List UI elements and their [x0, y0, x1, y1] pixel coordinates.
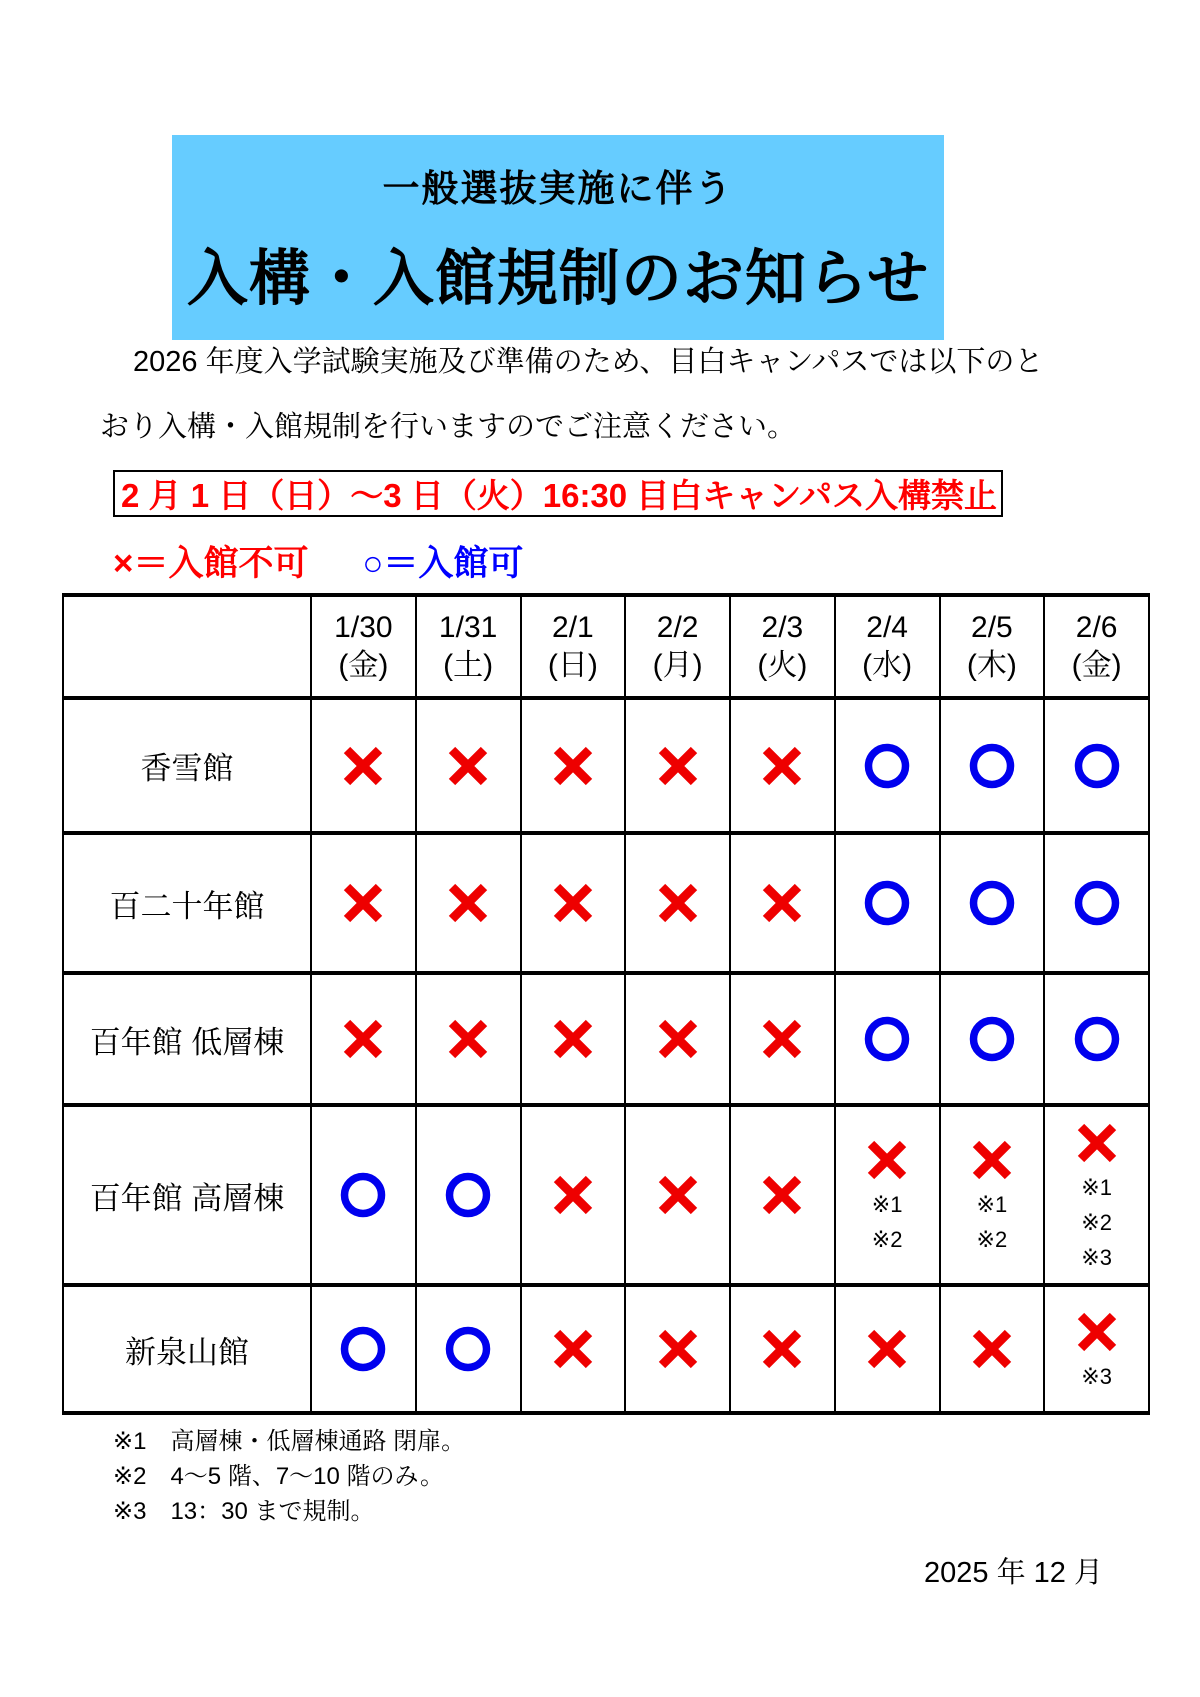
mark-only: [1045, 1014, 1148, 1064]
x-mark-icon: [552, 1174, 594, 1216]
access-table-wrap: [62, 593, 1150, 1415]
x-mark-icon: [971, 1139, 1013, 1181]
mark-only: [836, 878, 939, 928]
mark-only: [941, 1014, 1044, 1064]
x-mark-icon: [552, 1018, 594, 1060]
mark-only: [941, 1328, 1044, 1370]
footnote-line: ※1 高層棟・低層棟通路 閉扉。: [113, 1428, 466, 1455]
mark-only: [417, 745, 520, 787]
legend: [113, 536, 523, 586]
access-cell: [521, 698, 626, 833]
table-row: [63, 973, 1149, 1105]
access-cell: [940, 973, 1045, 1105]
table-corner-cell: [63, 595, 311, 698]
access-cell: [730, 833, 835, 973]
mark-only: [941, 741, 1044, 791]
building-name-cell: 香雪館: [63, 698, 311, 833]
column-day: (土): [443, 648, 494, 682]
notice-title: 入構・入館規制のお知らせ: [186, 244, 930, 312]
x-mark-icon: [761, 745, 803, 787]
access-cell: [940, 1105, 1045, 1285]
footnote-line: ※3 13：30 まで規制。: [113, 1498, 375, 1525]
access-cell: [416, 1285, 521, 1413]
o-mark-icon: [1072, 878, 1122, 928]
mark-only: [626, 1328, 729, 1370]
access-cell: [625, 1105, 730, 1285]
footnote-ref: ※2: [1081, 1209, 1112, 1235]
footnote-ref: ※1: [871, 1192, 903, 1217]
mark-only: [1045, 878, 1148, 928]
access-cell: [940, 1285, 1045, 1413]
mark-only: [417, 1324, 520, 1374]
mark-only: [312, 745, 415, 787]
access-cell: [1044, 833, 1149, 973]
notice-subtitle: 一般選抜実施に伴う: [382, 168, 734, 209]
mark-only: [522, 745, 625, 787]
column-date: 2/6: [1075, 611, 1118, 644]
o-mark-icon: [967, 1014, 1017, 1064]
intro-paragraph: [100, 348, 1100, 442]
x-mark-icon: [1076, 1311, 1118, 1353]
column-date: 2/1: [552, 611, 594, 644]
mark-with-notes: [1045, 1122, 1148, 1269]
mark-only: [836, 1014, 939, 1064]
building-name-cell: 百年館 高層棟: [63, 1105, 311, 1285]
building-name-cell: 百二十年館: [63, 833, 311, 973]
x-mark-icon: [552, 745, 594, 787]
x-mark-icon: [971, 1328, 1013, 1370]
mark-only: [941, 878, 1044, 928]
access-cell: [835, 973, 940, 1105]
x-mark-icon: [761, 1328, 803, 1370]
access-cell: [940, 833, 1045, 973]
mark-only: [731, 1328, 834, 1370]
mark-only: [417, 882, 520, 924]
access-cell: [521, 1285, 626, 1413]
table-row: [63, 1285, 1149, 1413]
o-mark-icon: [967, 878, 1017, 928]
x-mark-icon: [342, 882, 384, 924]
intro-line-2: おり入構・入館規制を行いますのでご注意ください。: [100, 411, 797, 443]
legend-no-entry: ×＝入館不可: [113, 544, 309, 583]
access-cell: [1044, 698, 1149, 833]
table-row: [63, 833, 1149, 973]
mark-only: [522, 1328, 625, 1370]
x-mark-icon: [866, 1328, 908, 1370]
footnote-ref: ※2: [976, 1227, 1008, 1252]
mark-only: [312, 1170, 415, 1220]
table-row: [63, 698, 1149, 833]
mark-with-notes: [941, 1139, 1044, 1251]
access-cell: [521, 1105, 626, 1285]
access-cell: [311, 698, 416, 833]
x-mark-icon: [761, 882, 803, 924]
footnote-ref: ※3: [1081, 1244, 1112, 1270]
table-row: [63, 1105, 1149, 1285]
column-day: (金): [338, 648, 389, 682]
mark-only: [626, 882, 729, 924]
footnotes: [113, 1424, 465, 1529]
mark-only: [522, 1174, 625, 1216]
access-cell: [730, 698, 835, 833]
access-cell: [416, 833, 521, 973]
access-cell: [625, 833, 730, 973]
access-cell: [625, 973, 730, 1105]
building-name-cell: 百年館 低層棟: [63, 973, 311, 1105]
access-cell: [416, 1105, 521, 1285]
mark-only: [626, 1174, 729, 1216]
legend-entry-ok: ○＝入館可: [362, 544, 524, 583]
o-mark-icon: [443, 1170, 493, 1220]
x-mark-icon: [342, 745, 384, 787]
o-mark-icon: [862, 1014, 912, 1064]
table-header-row: [63, 595, 1149, 698]
column-header: [730, 595, 835, 698]
o-mark-icon: [862, 878, 912, 928]
header-box: [172, 135, 944, 340]
access-cell: [730, 1285, 835, 1413]
column-day: (水): [862, 648, 913, 682]
o-mark-icon: [862, 741, 912, 791]
x-mark-icon: [447, 882, 489, 924]
footnote-ref: ※3: [1081, 1363, 1112, 1389]
column-date: 1/31: [438, 611, 498, 644]
access-cell: [835, 1105, 940, 1285]
column-header: [521, 595, 626, 698]
column-header: [625, 595, 730, 698]
column-day: (木): [966, 648, 1017, 682]
mark-with-notes: [836, 1139, 939, 1251]
access-table: [62, 593, 1150, 1415]
x-mark-icon: [657, 882, 699, 924]
mark-only: [312, 1018, 415, 1060]
access-cell: [835, 833, 940, 973]
column-header: [311, 595, 416, 698]
access-cell: [521, 833, 626, 973]
column-date: 2/3: [761, 611, 804, 644]
mark-only: [522, 1018, 625, 1060]
access-cell: [311, 833, 416, 973]
mark-only: [836, 741, 939, 791]
column-date: 2/2: [656, 611, 699, 644]
mark-only: [836, 1328, 939, 1370]
access-cell: [416, 698, 521, 833]
column-day: (火): [757, 648, 808, 682]
o-mark-icon: [443, 1324, 493, 1374]
footnote-ref: ※2: [871, 1227, 903, 1252]
mark-only: [626, 745, 729, 787]
access-cell: [730, 1105, 835, 1285]
access-cell: [1044, 1285, 1149, 1413]
building-name-cell: 新泉山館: [63, 1285, 311, 1413]
column-header: [1044, 595, 1149, 698]
access-cell: [1044, 1105, 1149, 1285]
x-mark-icon: [447, 745, 489, 787]
mark-only: [731, 745, 834, 787]
x-mark-icon: [657, 1174, 699, 1216]
x-mark-icon: [761, 1174, 803, 1216]
mark-only: [522, 882, 625, 924]
table-head: [63, 595, 1149, 698]
mark-only: [417, 1018, 520, 1060]
footnote-ref: ※1: [1081, 1174, 1112, 1200]
mark-only: [1045, 741, 1148, 791]
x-mark-icon: [342, 1018, 384, 1060]
footnote-line: ※2 4～5 階、7～10 階のみ。: [113, 1463, 444, 1490]
column-header: [416, 595, 521, 698]
access-cell: [625, 698, 730, 833]
x-mark-icon: [447, 1018, 489, 1060]
access-cell: [416, 973, 521, 1105]
access-cell: [311, 1105, 416, 1285]
x-mark-icon: [657, 1018, 699, 1060]
o-mark-icon: [967, 741, 1017, 791]
column-date: 1/30: [334, 611, 393, 644]
x-mark-icon: [1076, 1122, 1118, 1164]
access-cell: [1044, 973, 1149, 1105]
mark-only: [731, 1018, 834, 1060]
column-header: [835, 595, 940, 698]
mark-only: [731, 882, 834, 924]
x-mark-icon: [866, 1139, 908, 1181]
o-mark-icon: [1072, 1014, 1122, 1064]
footer-date: 2025 年 12 月: [924, 1557, 1103, 1589]
restriction-alert-box: [113, 470, 1003, 517]
column-day: (金): [1071, 648, 1122, 682]
column-day: (日): [547, 648, 598, 682]
o-mark-icon: [338, 1170, 388, 1220]
x-mark-icon: [552, 1328, 594, 1370]
access-cell: [521, 973, 626, 1105]
table-body: [63, 698, 1149, 1413]
o-mark-icon: [338, 1324, 388, 1374]
access-cell: [311, 973, 416, 1105]
mark-only: [626, 1018, 729, 1060]
access-cell: [311, 1285, 416, 1413]
x-mark-icon: [761, 1018, 803, 1060]
x-mark-icon: [657, 1328, 699, 1370]
mark-with-notes: [1045, 1311, 1148, 1388]
column-day: (月): [652, 648, 703, 682]
column-date: 2/4: [866, 611, 908, 644]
access-cell: [835, 1285, 940, 1413]
restriction-alert-text: 2 月 1 日（日）～3 日（火）16:30 目白キャンパス入構禁止: [121, 477, 997, 514]
access-cell: [730, 973, 835, 1105]
o-mark-icon: [1072, 741, 1122, 791]
column-header: [940, 595, 1045, 698]
footnote-ref: ※1: [976, 1192, 1008, 1217]
access-cell: [835, 698, 940, 833]
mark-only: [312, 1324, 415, 1374]
column-date: 2/5: [971, 611, 1013, 644]
mark-only: [731, 1174, 834, 1216]
x-mark-icon: [657, 745, 699, 787]
access-cell: [940, 698, 1045, 833]
x-mark-icon: [552, 882, 594, 924]
mark-only: [312, 882, 415, 924]
access-cell: [625, 1285, 730, 1413]
intro-line-1: 2026 年度入学試験実施及び準備のため、目白キャンパスでは以下のと: [133, 346, 1044, 378]
mark-only: [417, 1170, 520, 1220]
